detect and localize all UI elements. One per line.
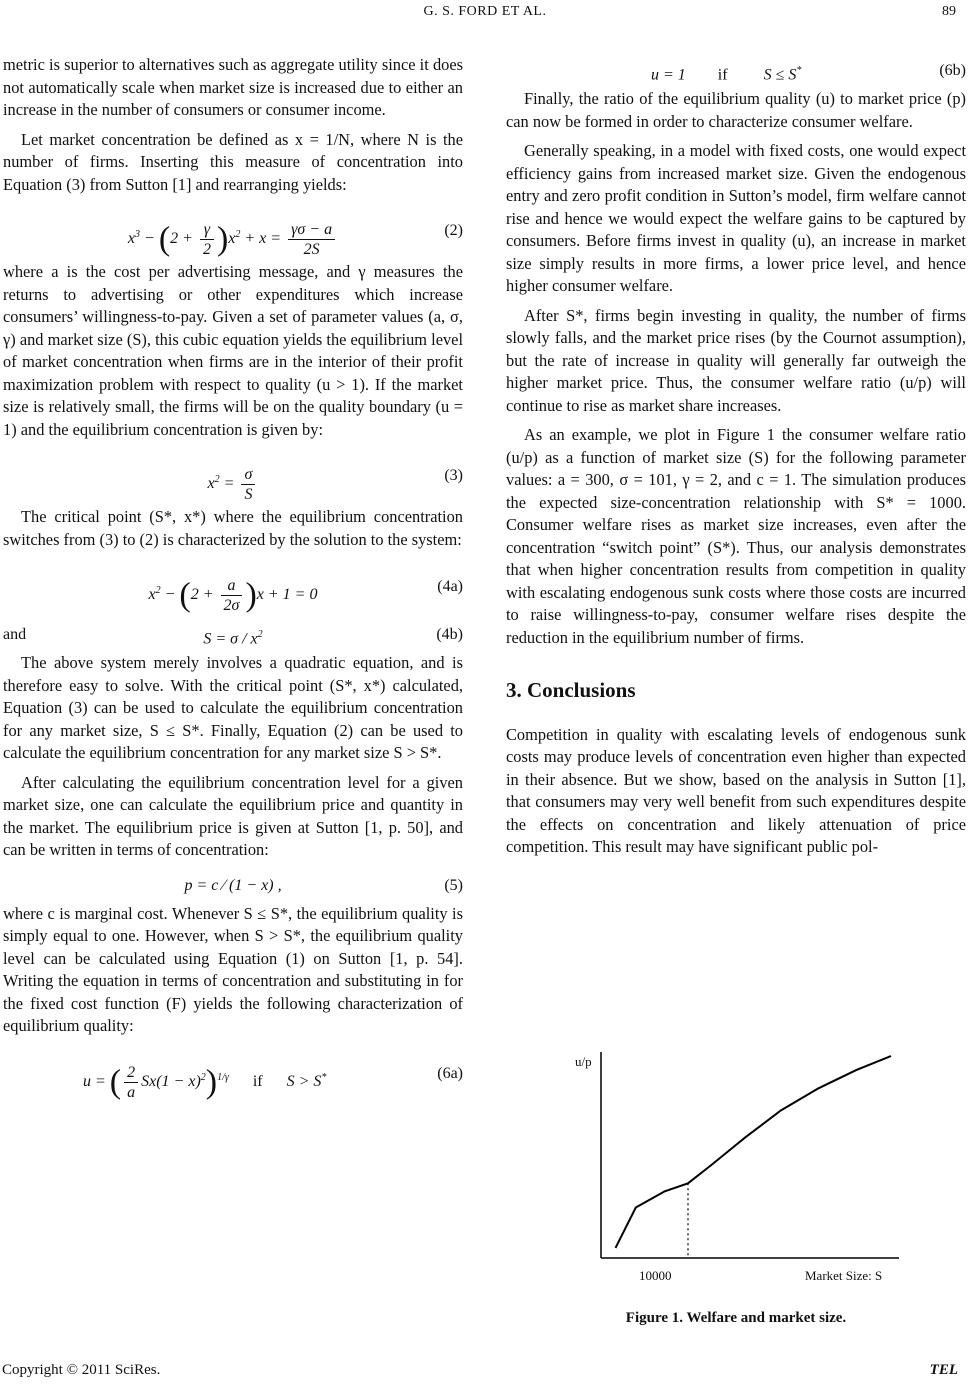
welfare-chart [561, 1036, 907, 1298]
y-axis-label: u/p [575, 1054, 592, 1069]
left-column [3, 54, 463, 1105]
paragraph: After S*, firms begin investing in quality, the number of firms slowly falls, and the market price rises (by the Cournot assumption), but the rate of increase in quality will generally far outweigh the higher market price. Thus, the consumer welfare ratio (u/p) will continue to rise as market share increases. [506, 305, 966, 415]
right-column [506, 54, 966, 866]
x-axis-label: Market Size: S [805, 1268, 883, 1283]
equation-3: $x^2$ = $\frac{\sigma}{S}$ (3) [207, 466, 463, 503]
equation-number: (2) [444, 222, 463, 239]
equation-number: (4a) [437, 578, 463, 595]
and-label: and [3, 626, 27, 643]
equation-4a: $x^2 - (2$ + $\frac{a}{2\sigma}$ )x + 1 = 0 (4a) [148, 576, 463, 614]
equation-2: $x^3 - (2$ + $\frac{\gamma}{2}$ )$x^2 + x$ = $\frac{\gamma\sigma - a}{2S}$ (2) [127, 220, 463, 258]
paragraph: Let market concentration be defined as x = 1/N, where N is the number of firms. Inserting this measure of concentration into Equation (3) from Sutton [1] and rearranging yields: [3, 129, 463, 194]
paragraph: where c is marginal cost. Whenever S ≤ S*, the equilibrium quality is simply equal to one. However, when S > S*, the equilibrium quality level can be calculated using Equation (1) on Sutton [1, p. 54]. Writing the equation in terms of concentration and substituting in for the fixed cost function (F) yields the following characterization of equilibrium quality: [3, 903, 463, 1035]
copyright: Copyright © 2011 SciRes. [2, 1362, 161, 1378]
equation-6a: u = ( $\frac{2}{a}$ $Sx(1 - x)^2)^{1/\gamma}$ if S > S* (6a) [83, 1062, 463, 1101]
equation-number: (6b) [939, 62, 966, 79]
paragraph: metric is superior to alternatives such as aggregate utility since it does not automatically scale when market size is increased due to either an increase in the number of consumers or consumer income. [3, 55, 463, 119]
page-number: 89 [942, 4, 956, 19]
paragraph: As an example, we plot in Figure 1 the consumer welfare ratio (u/p) as a function of market size (S) for the following parameter values: a = 300, σ = 101, γ = 2, and c = 1. The simulation produces the expected size-concentration relationship with S* = 1000. Consumer welfare rises as market size increases, even after the concentration “switch point” (S*). Thus, our analysis demonstrates that when higher concentration results from competition in quality with escalating endogenous sunk costs where those costs are incurred to raise willingness-to-pay, consumer welfare rises despite the reduction in the equilibrium number of firms. [506, 425, 966, 647]
equation-number: (3) [444, 467, 463, 484]
figure-1 [561, 1036, 907, 1298]
equation-6b: u = 1 if S ≤ S* (6b) [651, 62, 966, 84]
page-header [0, 0, 970, 34]
paragraph: Competition in quality with escalating levels of endogenous sunk costs may produce levels of concentration even higher than expected in their absence. But we show, based on the analysis in Sutton [1], that consumers may very well benefit from such expenditures despite the effects on concentration and likely attenuation of price competition. This result may have significant public pol- [506, 724, 966, 856]
paragraph: The above system merely involves a quadratic equation, and is therefore easy to solve. With the critical point (S*, x*) calculated, Equation (3) can be used to calculate the equilibrium concentration for any market size, S ≤ S*. Finally, Equation (2) can be used to calculate the equilibrium concentration for any market size S > S*. [3, 653, 463, 762]
equation-number: (4b) [436, 626, 463, 643]
section-heading: 3. Conclusions [506, 678, 636, 702]
equation-number: (5) [444, 876, 463, 894]
equation-number: (6a) [437, 1064, 463, 1082]
paragraph: After calculating the equilibrium concentration level for a given market size, one can calculate the equilibrium price and quantity in the market. The equilibrium price is given at Sutton [1, p. 50], and can be written in terms of concentration: [3, 772, 463, 859]
paragraph: The critical point (S*, x*) where the equilibrium concentration switches from (3) to (2) is characterized by the solution to the system: [3, 507, 463, 549]
x-tick-label: 10000 [639, 1268, 672, 1283]
paragraph: Finally, the ratio of the equilibrium quality (u) to market price (p) can now be formed in order to characterize consumer welfare. [506, 89, 966, 131]
journal-name: TEL [929, 1362, 958, 1378]
figure-caption: Figure 1. Welfare and market size. [625, 1310, 847, 1326]
equation-4b: and $S = \sigma / x^2$ (4b) [3, 626, 463, 648]
paragraph: Generally speaking, in a model with fixed costs, one would expect efficiency gains from increased market size. Given the endogenous entry and zero profit condition in Sutton’s model, firm welfare cannot rise and hence we would expect the welfare gains to be captured by consumers. Before firms invest in quality (u), an increase in market size simply results in more firms, a lower price level, and hence higher consumer welfare. [506, 141, 966, 295]
running-title: G. S. FORD ET AL. [423, 4, 547, 19]
equation-5: p = c ⁄ (1 − x) , (5) [3, 869, 463, 903]
paragraph: where a is the cost per advertising message, and γ measures the returns to advertising or other expenditures which increase consumers’ willingness-to-pay. Given a set of parameter values (a, σ, γ) and market size (S), this cubic equation yields the equilibrium level of market concentration when firms are in the interior of their profit maximization problem with respect to quality (u > 1). If the market size is relatively small, the firms will be on the quality boundary (u = 1) and the equilibrium concentration is given by: [3, 262, 463, 439]
